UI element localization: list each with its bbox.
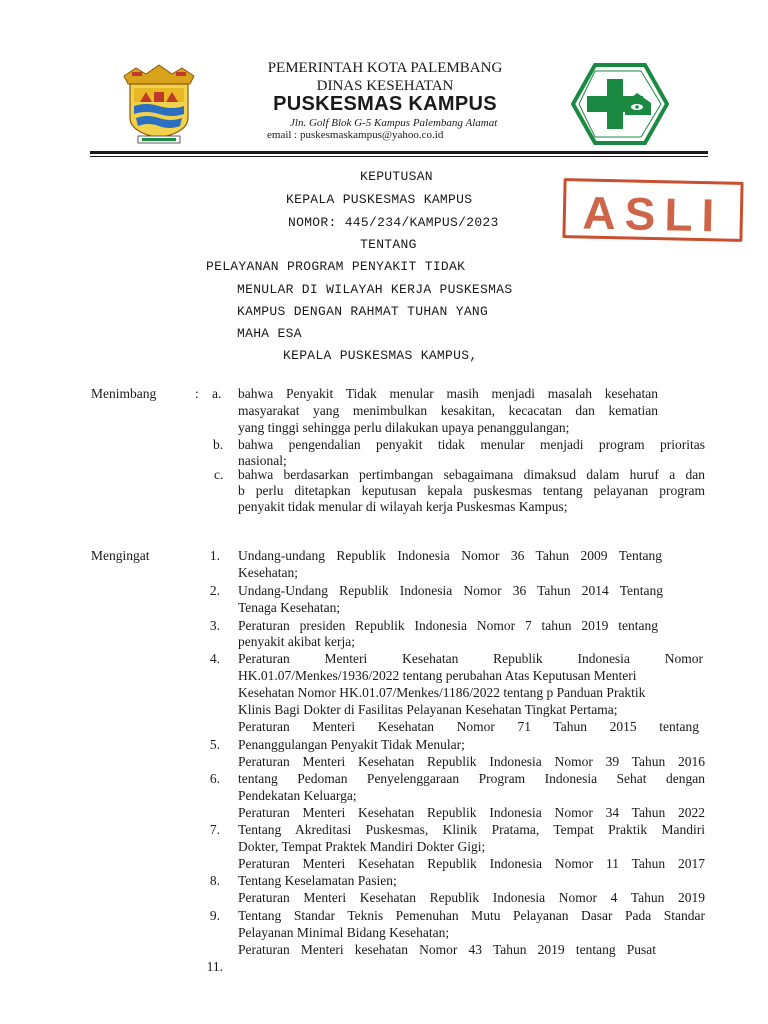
- mengingat-line: Tentang Akreditasi Puskesmas, Klinik Pratama, Tempat Praktik Mandiri: [238, 822, 705, 837]
- menimbang-item-c-line-3: penyakit tidak menular di wilayah kerja Puskesmas Kampus;: [238, 499, 568, 514]
- mengingat-line: Penanggulangan Penyakit Tidak Menular;: [238, 737, 465, 752]
- title-number: NOMOR: 445/234/KAMPUS/2023: [288, 215, 499, 230]
- menimbang-item-a-line-2: masyarakat yang menimbulkan kesakitan, kecacatan dan kematian: [238, 403, 658, 418]
- mengingat-number: 6.: [209, 771, 220, 786]
- mengingat-line: Klinis Bagi Dokter di Fasilitas Pelayanan Kesehatan Tingkat Pertama;: [238, 702, 618, 717]
- mengingat-label: Mengingat: [91, 548, 150, 563]
- menimbang-label: Menimbang: [91, 386, 157, 401]
- mengingat-line: Tentang Standar Teknis Pemenuhan Mutu Pelayanan Dasar Pada Standar: [238, 908, 705, 923]
- mengingat-line: Peraturan Menteri Kesehatan Republik Indonesia Nomor 11 Tahun 2017: [238, 856, 705, 871]
- title-subject-line-4: MAHA ESA: [237, 326, 302, 341]
- mengingat-line: Dokter, Tempat Praktek Mandiri Dokter Gigi;: [238, 839, 486, 854]
- letterhead-institution-name: PUSKESMAS KAMPUS: [273, 93, 497, 115]
- mengingat-number: 4.: [209, 651, 220, 666]
- letterhead-address: Jln. Golf Blok G-5 Kampus Palembang Alamat: [290, 117, 498, 129]
- mengingat-line: Undang-Undang Republik Indonesia Nomor 36 Tahun 2014 Tentang: [238, 583, 663, 598]
- letterhead-divider-thin: [90, 156, 708, 157]
- menimbang-item-c-marker: c.: [214, 467, 224, 482]
- menimbang-colon: :: [195, 386, 199, 401]
- menimbang-item-b-marker: b.: [213, 437, 224, 452]
- title-issuer: KEPALA PUSKESMAS KAMPUS: [286, 192, 473, 207]
- title-subject-line-1: PELAYANAN PROGRAM PENYAKIT TIDAK: [206, 259, 466, 274]
- mengingat-line: Peraturan Menteri kesehatan Nomor 43 Tahun 2019 tentang Pusat: [238, 942, 656, 957]
- menimbang-item-c-line-2: b perlu ditetapkan keputusan kepala puskesmas tentang pelayanan program: [238, 483, 705, 498]
- menimbang-item-b-line-2: nasional;: [238, 453, 287, 468]
- puskesmas-green-cross-logo-icon: [571, 63, 669, 145]
- mengingat-number: 8.: [209, 873, 220, 888]
- letterhead-divider-thick: [90, 151, 708, 154]
- mengingat-line: Peraturan Menteri Kesehatan Republik Indonesia Nomor 4 Tahun 2019: [238, 890, 705, 905]
- asli-stamp-text: ASLI: [581, 186, 724, 242]
- mengingat-line: Tenaga Kesehatan;: [238, 600, 341, 615]
- mengingat-line: Peraturan Menteri Kesehatan Republik Indonesia Nomor: [238, 651, 703, 666]
- title-subject-line-3: KAMPUS DENGAN RAHMAT TUHAN YANG: [237, 304, 489, 319]
- menimbang-item-b-line-1: bahwa pengendalian penyakit tidak menular menjadi program prioritas: [238, 437, 705, 452]
- title-subject-line-2: MENULAR DI WILAYAH KERJA PUSKESMAS: [237, 282, 513, 297]
- mengingat-line: Kesehatan Nomor HK.01.07/Menkes/1186/2022 tentang p Panduan Praktik: [238, 685, 646, 700]
- mengingat-line: Peraturan Menteri Kesehatan Nomor 71 Tahun 2015 tentang: [238, 719, 699, 734]
- letterhead-government-line: PEMERINTAH KOTA PALEMBANG: [267, 60, 503, 76]
- mengingat-line: Kesehatan;: [238, 565, 298, 580]
- mengingat-number: 5.: [209, 737, 220, 752]
- asli-stamp: [562, 178, 743, 242]
- mengingat-number: 2.: [209, 583, 220, 598]
- mengingat-line: Undang-undang Republik Indonesia Nomor 36 Tahun 2009 Tentang: [238, 548, 662, 563]
- mengingat-line: Peraturan presiden Republik Indonesia Nomor 7 tahun 2019 tentang: [238, 618, 658, 633]
- mengingat-line: tentang Pedoman Penyelenggaraan Program Indonesia Sehat dengan: [238, 771, 705, 786]
- mengingat-line: Tentang Keselamatan Pasien;: [238, 873, 397, 888]
- mengingat-line: Peraturan Menteri Kesehatan Republik Indonesia Nomor 39 Tahun 2016: [238, 754, 705, 769]
- mengingat-number: 9.: [209, 908, 220, 923]
- mengingat-line: Peraturan Menteri Kesehatan Republik Indonesia Nomor 34 Tahun 2022: [238, 805, 705, 820]
- menimbang-item-a-marker: a.: [212, 386, 222, 401]
- mengingat-number: 11.: [206, 959, 223, 974]
- menimbang-item-a-line-3: yang tinggi sehingga perlu dilakukan upaya penanggulangan;: [238, 420, 570, 435]
- mengingat-line: Pendekatan Keluarga;: [238, 788, 357, 803]
- mengingat-number: 1.: [209, 548, 220, 563]
- title-keputusan: KEPUTUSAN: [360, 169, 433, 184]
- mengingat-line: Pelayanan Minimal Bidang Kesehatan;: [238, 925, 450, 940]
- menimbang-item-c-line-1: bahwa berdasarkan pertimbangan sebagaimana dimaksud dalam huruf a dan: [238, 467, 705, 482]
- mengingat-line: penyakit akibat kerja;: [238, 634, 355, 649]
- letterhead-email: email : puskesmaskampus@yahoo.co.id: [267, 129, 444, 141]
- letterhead-department-line: DINAS KESEHATAN: [316, 78, 454, 94]
- mengingat-line: HK.01.07/Menkes/1936/2022 tentang perubahan Atas Keputusan Menteri: [238, 668, 637, 683]
- mengingat-number: 7.: [209, 822, 220, 837]
- title-tentang: TENTANG: [360, 237, 417, 252]
- title-signatory: KEPALA PUSKESMAS KAMPUS,: [283, 348, 478, 363]
- palembang-city-crest-icon: [116, 62, 202, 146]
- menimbang-item-a-line-1: bahwa Penyakit Tidak menular masih menjadi masalah kesehatan: [238, 386, 658, 401]
- mengingat-number: 3.: [209, 618, 220, 633]
